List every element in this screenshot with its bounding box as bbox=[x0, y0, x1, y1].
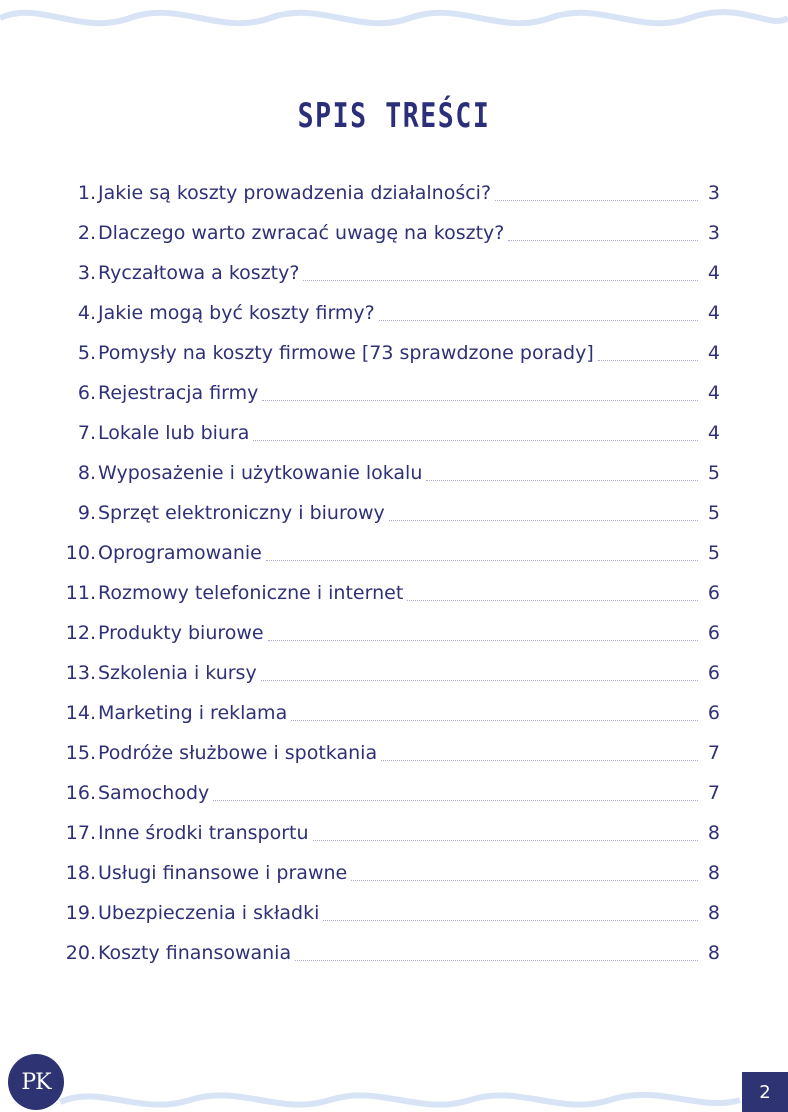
top-wave-decoration bbox=[0, 0, 788, 40]
toc-entry[interactable] bbox=[56, 404, 722, 444]
toc-page: 7 bbox=[707, 742, 720, 764]
toc-title: Sprzęt elektroniczny i biurowy bbox=[98, 502, 385, 524]
toc-number: 7. bbox=[77, 422, 96, 444]
toc-number: 19. bbox=[65, 902, 96, 924]
toc-number: 10. bbox=[65, 542, 96, 564]
toc-page: 3 bbox=[707, 222, 720, 244]
toc-title: Lokale lub biura bbox=[98, 422, 250, 444]
toc-entry[interactable] bbox=[56, 844, 722, 884]
page-number-badge bbox=[742, 1072, 788, 1112]
toc-leader bbox=[351, 879, 698, 881]
toc-number: 11. bbox=[65, 582, 96, 604]
toc-entry[interactable] bbox=[56, 444, 722, 484]
toc-number: 17. bbox=[65, 822, 96, 844]
page-title: SPIS TREŚCI bbox=[297, 96, 491, 136]
toc-leader bbox=[253, 439, 698, 441]
toc-leader bbox=[313, 839, 698, 841]
toc-title: Koszty finansowania bbox=[98, 942, 292, 964]
toc-leader bbox=[407, 599, 698, 601]
pk-logo bbox=[8, 1054, 64, 1110]
toc-leader bbox=[389, 519, 698, 521]
toc-leader bbox=[426, 479, 698, 481]
toc-leader bbox=[303, 279, 698, 281]
toc-page: 5 bbox=[707, 542, 720, 564]
toc-title: Rejestracja firmy bbox=[98, 382, 259, 404]
toc-number: 9. bbox=[77, 502, 96, 524]
toc-leader bbox=[261, 679, 698, 681]
toc-number: 2. bbox=[77, 222, 96, 244]
toc-entry[interactable] bbox=[56, 244, 722, 284]
toc-entry[interactable] bbox=[56, 724, 722, 764]
toc-title: Jakie mogą być koszty firmy? bbox=[98, 302, 375, 324]
toc-entry[interactable] bbox=[56, 524, 722, 564]
toc-number: 6. bbox=[77, 382, 96, 404]
toc-page: 6 bbox=[707, 582, 720, 604]
toc-leader bbox=[323, 919, 698, 921]
toc-entry[interactable] bbox=[56, 364, 722, 404]
toc-title: Podróże służbowe i spotkania bbox=[98, 742, 378, 764]
toc-number: 20. bbox=[65, 942, 96, 964]
toc-page: 4 bbox=[707, 342, 720, 364]
toc-entry[interactable] bbox=[56, 924, 722, 964]
toc-page: 4 bbox=[707, 302, 720, 324]
toc-leader bbox=[268, 639, 698, 641]
toc-title: Szkolenia i kursy bbox=[98, 662, 257, 684]
toc-entry[interactable] bbox=[56, 324, 722, 364]
toc-title: Ubezpieczenia i składki bbox=[98, 902, 320, 924]
toc-entry[interactable] bbox=[56, 604, 722, 644]
toc-leader bbox=[295, 959, 698, 961]
toc-page: 7 bbox=[707, 782, 720, 804]
toc-entry[interactable] bbox=[56, 204, 722, 244]
bottom-wave-decoration bbox=[0, 1069, 788, 1112]
toc-leader bbox=[262, 399, 698, 401]
toc-page: 5 bbox=[707, 502, 720, 524]
toc-entry[interactable] bbox=[56, 764, 722, 804]
toc-leader bbox=[495, 199, 698, 201]
toc-page: 4 bbox=[707, 382, 720, 404]
toc-title: Dlaczego warto zwracać uwagę na koszty? bbox=[98, 222, 505, 244]
toc-page: 8 bbox=[707, 942, 720, 964]
toc-entry[interactable] bbox=[56, 804, 722, 844]
toc-leader bbox=[291, 719, 698, 721]
toc-entry[interactable] bbox=[56, 884, 722, 924]
toc-title: Samochody bbox=[98, 782, 210, 804]
toc-title: Inne środki transportu bbox=[98, 822, 309, 844]
toc-number: 8. bbox=[77, 462, 96, 484]
toc-title: Oprogramowanie bbox=[98, 542, 262, 564]
toc-entry[interactable] bbox=[56, 564, 722, 604]
logo-text: PK bbox=[21, 1069, 51, 1095]
toc-title: Wyposażenie i użytkowanie lokalu bbox=[98, 462, 423, 484]
toc-number: 5. bbox=[77, 342, 96, 364]
toc-number: 13. bbox=[65, 662, 96, 684]
toc-number: 15. bbox=[65, 742, 96, 764]
toc-leader bbox=[266, 559, 698, 561]
toc-title: Pomysły na koszty firmowe [73 sprawdzone porady] bbox=[98, 342, 594, 364]
toc-page: 5 bbox=[707, 462, 720, 484]
toc-number: 3. bbox=[77, 262, 96, 284]
toc-title: Usługi finansowe i prawne bbox=[98, 862, 348, 884]
toc-entry[interactable] bbox=[56, 644, 722, 684]
toc-entry[interactable] bbox=[56, 164, 722, 204]
toc-title: Ryczałtowa a koszty? bbox=[98, 262, 300, 284]
page-number: 2 bbox=[759, 1081, 771, 1103]
toc-title: Jakie są koszty prowadzenia działalności? bbox=[98, 182, 492, 204]
toc-page: 8 bbox=[707, 902, 720, 924]
table-of-contents bbox=[56, 164, 722, 964]
toc-entry[interactable] bbox=[56, 284, 722, 324]
toc-entry[interactable] bbox=[56, 684, 722, 724]
toc-title: Rozmowy telefoniczne i internet bbox=[98, 582, 404, 604]
toc-page: 8 bbox=[707, 822, 720, 844]
toc-page: 4 bbox=[707, 422, 720, 444]
toc-leader bbox=[508, 239, 698, 241]
toc-number: 14. bbox=[65, 702, 96, 724]
toc-entry[interactable] bbox=[56, 484, 722, 524]
toc-leader bbox=[598, 359, 698, 361]
toc-page: 3 bbox=[707, 182, 720, 204]
toc-page: 6 bbox=[707, 622, 720, 644]
toc-page: 8 bbox=[707, 862, 720, 884]
toc-title: Marketing i reklama bbox=[98, 702, 288, 724]
toc-leader bbox=[381, 759, 698, 761]
toc-leader bbox=[379, 319, 698, 321]
toc-number: 4. bbox=[77, 302, 96, 324]
toc-number: 12. bbox=[65, 622, 96, 644]
toc-leader bbox=[213, 799, 698, 801]
toc-number: 18. bbox=[65, 862, 96, 884]
toc-number: 1. bbox=[77, 182, 96, 204]
toc-page: 6 bbox=[707, 702, 720, 724]
toc-title: Produkty biurowe bbox=[98, 622, 264, 644]
toc-number: 16. bbox=[65, 782, 96, 804]
toc-page: 6 bbox=[707, 662, 720, 684]
toc-page: 4 bbox=[707, 262, 720, 284]
